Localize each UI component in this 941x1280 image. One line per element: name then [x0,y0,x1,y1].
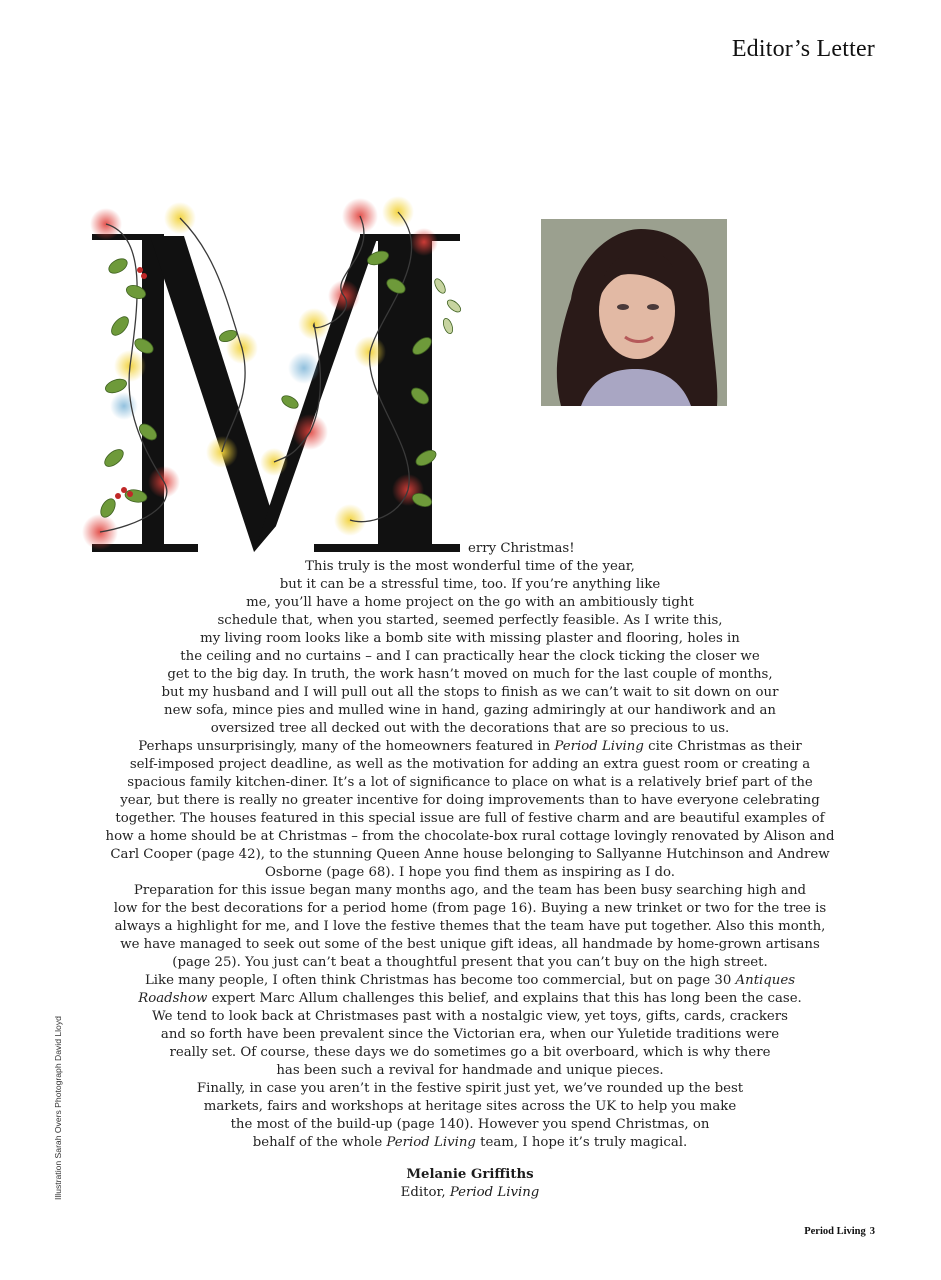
editor-photo [541,219,727,406]
text-line: (page 25). You just can’t beat a thoughtful present that you can’t buy on the high street. [172,955,768,970]
text-line: new sofa, mince pies and mulled wine in hand, gazing admiringly at our handiwork and an [164,703,776,718]
text-line: Perhaps unsurprisingly, many of the homeowners featured in Period Living cite Christmas as their [138,739,802,754]
signature-role: Editor, Period Living [400,1185,540,1200]
text-line: schedule that, when you started, seemed perfectly feasible. As I write this, [217,613,723,628]
text-line: always a highlight for me, and I love the festive themes that the team have put together. Also this month, [114,919,826,934]
text-line: Roadshow expert Marc Allum challenges this belief, and explains that this has long been the case. [138,991,802,1006]
text-line: Carl Cooper (page 42), to the stunning Queen Anne house belonging to Sallyanne Hutchinson and Andrew [110,847,830,862]
text-line: how a home should be at Christmas – from the chocolate-box rural cottage lovingly renovated by Alison and [105,829,835,844]
drop-cap-letter-m [78,196,478,566]
text-line: year, but there is really no greater incentive for doing improvements than to have everyone celebrating [120,793,820,808]
text-line: spacious family kitchen-diner. It’s a lot of significance to place on what is a relatively brief part of the [127,775,813,790]
editor-portrait-image [541,219,727,406]
text-line: my living room looks like a bomb site with missing plaster and flooring, holes in [200,631,740,646]
photo-credit: Illustration Sarah Overs Photograph David Lloyd [53,1016,63,1200]
text-line: Finally, in case you aren’t in the festive spirit just yet, we’ve rounded up the best [196,1081,744,1096]
text-line: we have managed to seek out some of the best unique gift ideas, all handmade by home-grown artisans [120,937,820,952]
text-line: really set. Of course, these days we do sometimes go a bit overboard, which is why there [169,1045,771,1060]
text-line: but my husband and I will pull out all the stops to finish as we can’t wait to sit down on our [161,685,779,700]
text-line: the most of the build-up (page 140). However you spend Christmas, on [230,1117,710,1132]
text-line: This truly is the most wonderful time of the year, [305,559,635,574]
signature-name: Melanie Griffiths [406,1167,534,1182]
text-line: and so forth have been prevalent since the Victorian era, when our Yuletide traditions were [160,1027,780,1042]
text-line: markets, fairs and workshops at heritage sites across the UK to help you make [203,1099,737,1114]
magazine-name: Period Living [804,1226,866,1237]
text-line: Like many people, I often think Christmas has become too commercial, but on page 30 Antiques [144,973,796,988]
text-line: has been such a revival for handmade and unique pieces. [276,1063,664,1078]
page-number: 3 [869,1226,875,1237]
text-line: self-imposed project deadline, as well as the motivation for adding an extra guest room or creating a [129,757,811,772]
text-line: oversized tree all decked out with the decorations that are so precious to us. [210,721,730,736]
text-line: me, you’ll have a home project on the go with an ambitiously tight [246,595,694,610]
text-line: Preparation for this issue began many months ago, and the team has been busy searching high and [133,883,807,898]
text-line: behalf of the whole Period Living team, I hope it’s truly magical. [252,1135,688,1150]
text-line: together. The houses featured in this special issue are full of festive charm and are beautiful examples of [115,811,825,826]
text-line: but it can be a stressful time, too. If you’re anything like [279,577,661,592]
text-line: low for the best decorations for a period home (from page 16). Buying a new trinket or two for the tree is [113,901,827,916]
opening-line: erry Christmas! [468,541,575,556]
text-line: get to the big day. In truth, the work hasn’t moved on much for the last couple of months, [167,667,773,682]
page-footer [804,1226,875,1237]
text-line: Osborne (page 68). I hope you find them as inspiring as I do. [264,865,676,880]
section-title: Editor’s Letter [731,36,875,62]
text-line: We tend to look back at Christmases past with a nostalgic view, yet toys, gifts, cards, crackers [152,1009,788,1024]
text-line: the ceiling and no curtains – and I can practically hear the clock ticking the closer we [180,649,760,664]
